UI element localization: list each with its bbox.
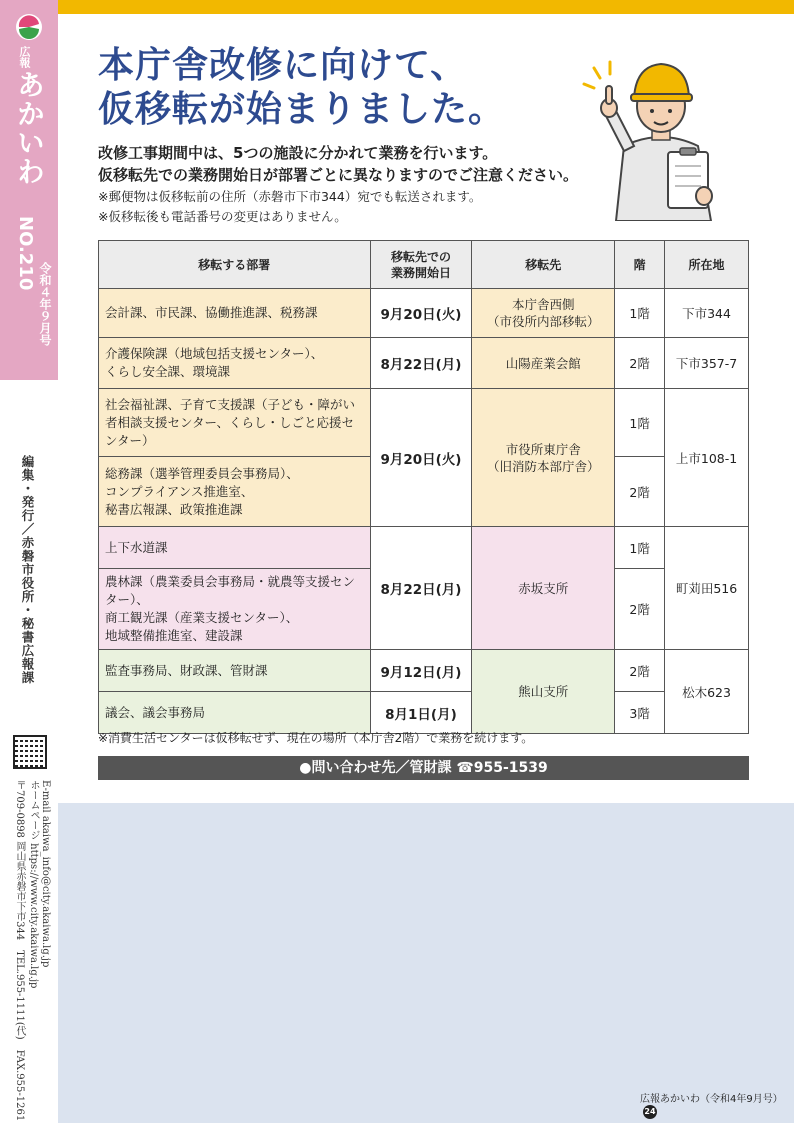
destination-cell: 市役所東庁舎 （旧消防本部庁舎）: [472, 389, 615, 527]
location-cell: 松木623: [665, 650, 749, 734]
qr-code-icon: [13, 735, 47, 769]
header-destination: 移転先: [472, 241, 615, 289]
worker-illustration-icon: [576, 56, 746, 221]
table-row: [99, 692, 749, 734]
dept-cell: 議会、議会事務局: [99, 692, 371, 734]
start-date-cell: 9月20日(火): [370, 389, 472, 527]
start-date-cell: 8月1日(月): [370, 692, 472, 734]
title-line-1: 本庁舎改修に向けて、: [98, 45, 468, 86]
masthead-kouhou: 広報: [18, 46, 31, 68]
page-number: 24: [643, 1105, 657, 1119]
location-cell: 上市108-1: [665, 389, 749, 527]
floor-cell: 2階: [615, 457, 665, 527]
footer-text: 広報あかいわ（令和4年9月号）: [640, 1094, 783, 1105]
email-line: E-mail akaiwa_info@city.akaiwa.lg.jp: [40, 780, 51, 968]
header-location: 所在地: [665, 241, 749, 289]
title-line-2: 仮移転が始まりました。: [98, 89, 506, 130]
dept-cell: 社会福祉課、子育て支援課（子ども・障がい者相談支援センター、くらし・しごと応援センター）: [99, 389, 371, 457]
editor-credit: 編集・発行／赤磐市役所・秘書広報課: [20, 455, 35, 685]
destination-cell: 山陽産業会館: [472, 338, 615, 389]
dept-cell: 会計課、市民課、協働推進課、税務課: [99, 289, 371, 338]
location-cell: 下市344: [665, 289, 749, 338]
issue-number: NO.210: [15, 216, 36, 291]
table-row: [99, 338, 749, 389]
start-date-cell: 8月22日(月): [370, 338, 472, 389]
start-date-cell: 9月12日(月): [370, 650, 472, 692]
destination-cell: 本庁舎西側 （市役所内部移転）: [472, 289, 615, 338]
floor-cell: 2階: [615, 650, 665, 692]
floor-cell: 2階: [615, 569, 665, 650]
top-accent-bar: [58, 0, 794, 14]
table-footnote: ※消費生活センターは仮移転せず、現在の場所（本庁舎2階）で業務を続けます。: [98, 731, 534, 745]
issue-date: 令和４年９月号: [38, 262, 52, 346]
header-start-date: 移転先での 業務開始日: [370, 241, 472, 289]
floor-cell: 1階: [615, 389, 665, 457]
masthead-title: あかいわ: [13, 70, 46, 186]
header-floor: 階: [615, 241, 665, 289]
table-header-row: [99, 241, 749, 289]
page-footer: [640, 1090, 794, 1119]
floor-cell: 3階: [615, 692, 665, 734]
sidebar: [0, 0, 58, 1123]
address-line: 〒709-0898 岡山県赤磐市下市344 TEL.955-1111(代) FAX.955-1261: [14, 780, 25, 1122]
header-dept: 移転する部署: [99, 241, 371, 289]
lead-line-1: 改修工事期間中は、5つの施設に分かれて業務を行います。: [98, 144, 498, 162]
table-row: [99, 527, 749, 569]
dept-cell: 介護保険課（地域包括支援センター）、 くらし安全課、環境課: [99, 338, 371, 389]
dept-cell: 上下水道課: [99, 527, 371, 569]
dept-cell: 総務課（選挙管理委員会事務局）、 コンプライアンス推進室、 秘書広報課、政策推進課: [99, 457, 371, 527]
table-row: [99, 389, 749, 457]
page-title: [98, 44, 568, 132]
table-row: [99, 289, 749, 338]
bottom-background: [58, 803, 794, 1123]
start-date-cell: 8月22日(月): [370, 527, 472, 650]
mail-note: ※郵便物は仮移転前の住所（赤磐市下市344）宛でも転送されます。: [98, 189, 482, 204]
floor-cell: 1階: [615, 289, 665, 338]
destination-cell: 熊山支所: [472, 650, 615, 734]
lead-line-2: 仮移転先での業務開始日が部署ごとに異なりますのでご注意ください。: [98, 166, 579, 184]
location-cell: 町苅田516: [665, 527, 749, 650]
relocation-table: [98, 240, 749, 734]
dept-cell: 監査事務局、財政課、管財課: [99, 650, 371, 692]
city-logo-icon: [14, 12, 44, 42]
table-row: [99, 650, 749, 692]
destination-cell: 赤坂支所: [472, 527, 615, 650]
homepage-line: ホームページ https://www.city.akaiwa.lg.jp: [28, 780, 39, 989]
floor-cell: 2階: [615, 338, 665, 389]
lead-text: [98, 142, 578, 186]
dept-cell: 農林課（農業委員会事務局・就農等支援センター）、 商工観光課（産業支援センター）、 地域整備推進室、建設課: [99, 569, 371, 650]
floor-cell: 1階: [615, 527, 665, 569]
phone-note: ※仮移転後も電話番号の変更はありません。: [98, 209, 347, 224]
location-cell: 下市357-7: [665, 338, 749, 389]
sidebar-masthead: [0, 0, 58, 380]
start-date-cell: 9月20日(火): [370, 289, 472, 338]
contact-bar: ●問い合わせ先／管財課 ☎955-1539: [98, 756, 749, 780]
